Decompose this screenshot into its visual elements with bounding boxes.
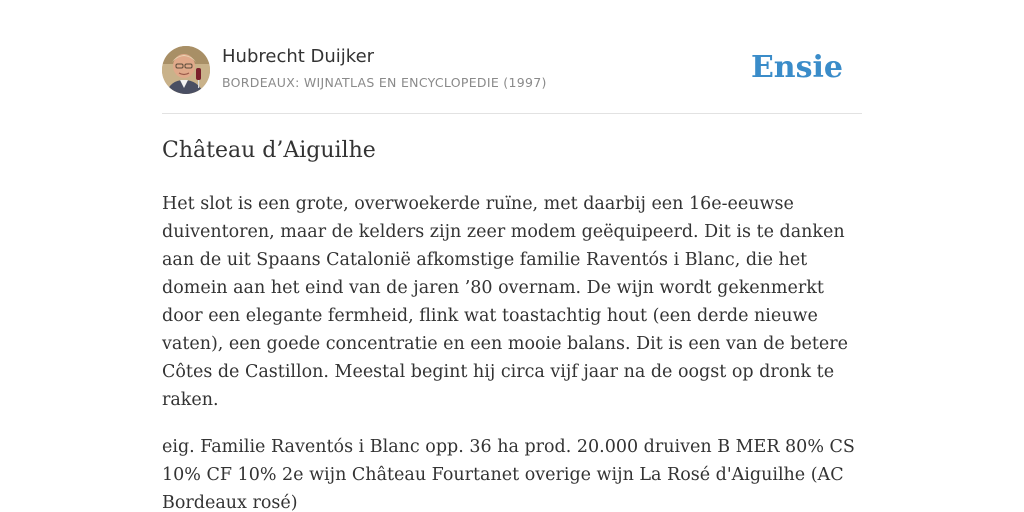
- ensie-logo[interactable]: Ensie: [750, 50, 843, 85]
- author-portrait-icon: [162, 46, 210, 94]
- source-title[interactable]: BORDEAUX: WIJNATLAS EN ENCYCLOPEDIE (1997): [222, 75, 547, 90]
- avatar[interactable]: [162, 46, 210, 94]
- article-header: [162, 46, 862, 96]
- author-name[interactable]: Hubrecht Duijker: [222, 46, 375, 67]
- article-body: [162, 190, 862, 512]
- article-title: Château d’Aiguilhe: [162, 138, 376, 163]
- article-paragraph: Het slot is een grote, overwoekerde ruïne, met daarbij een 16e-eeuwse duiventoren, maar de kelders zijn zeer modem geëquipeerd. Dit is te danken aan de uit Spaans Catalonië afkomstige familie Raventós i Blanc, die het domein aan het eind van de jaren ’80 overnam. De wijn wordt gekenmerkt door een elegante fermheid, flink wat toastachtig hout (een derde nieuwe vaten), een goede concentratie en een mooie balans. Dit is een van de betere Côtes de Castillon. Meestal begint hij circa vijf jaar na de oogst op dronk te raken.: [162, 194, 848, 410]
- header-divider: [162, 113, 862, 114]
- article-paragraph: eig. Familie Raventós i Blanc opp. 36 ha prod. 20.000 druiven B MER 80% CS 10% CF 10% 2e wijn Château Fourtanet overige wijn La Rosé d'Aiguilhe (AC Bordeaux rosé): [162, 437, 855, 512]
